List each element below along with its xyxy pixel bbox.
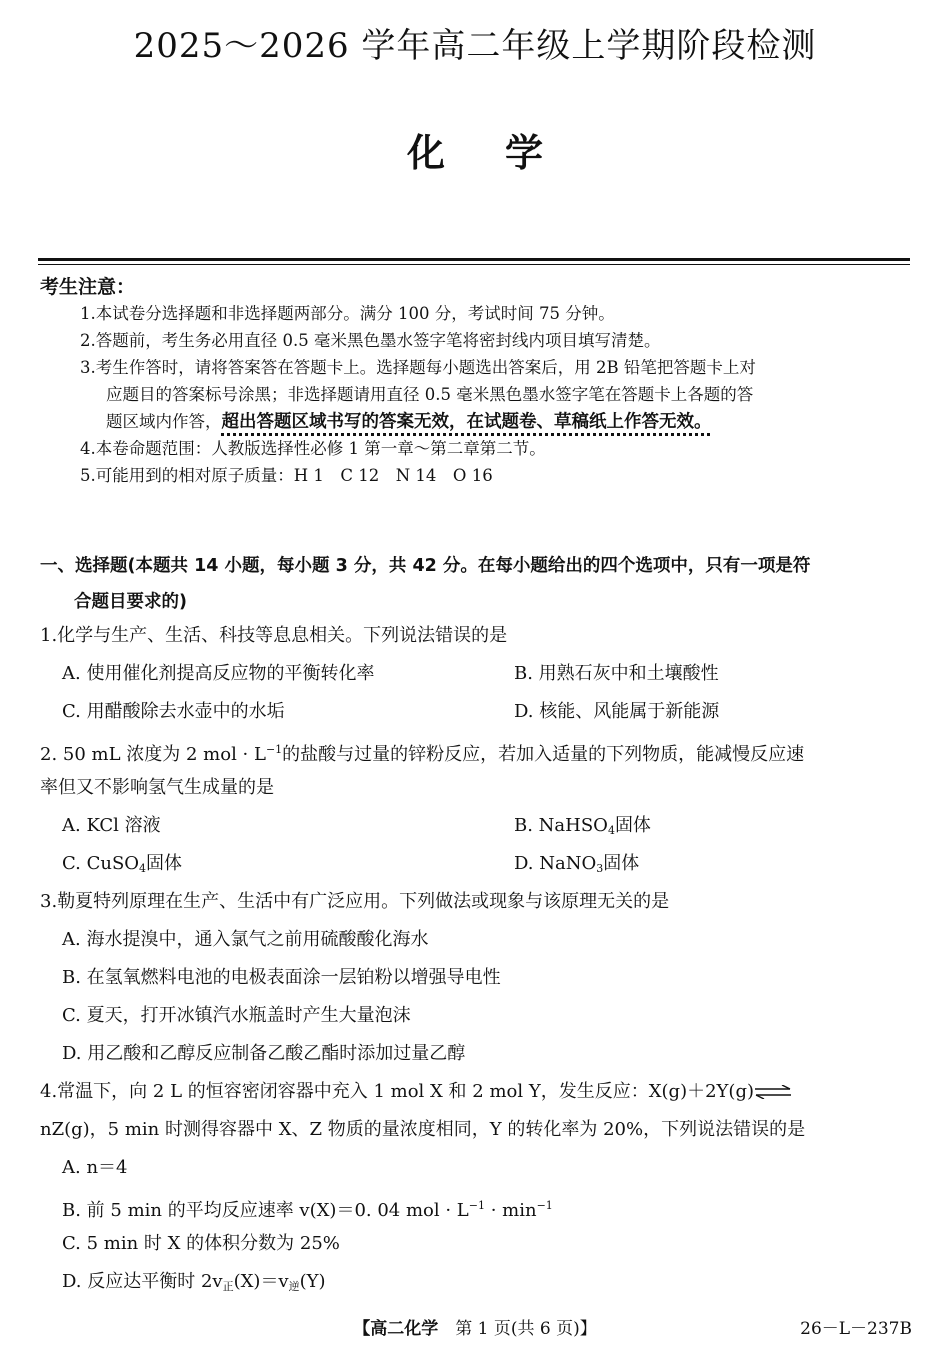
option-text: 固体 (146, 853, 183, 874)
question-stem: 1.化学与生产、生活、科技等息息相关。下列说法错误的是 (40, 625, 508, 646)
option-text: 固体 (614, 815, 651, 836)
stem-text: 的盐酸与过量的锌粉反应，若加入适量的下列物质，能减慢反应速 (282, 744, 805, 765)
page-footer (0, 1314, 950, 1342)
option-text: · min (484, 1200, 537, 1221)
option-row (40, 693, 912, 731)
section-heading (40, 548, 912, 620)
option-text: (X)＝v (233, 1271, 289, 1292)
option-a: A. KCl 溶液 (62, 815, 161, 836)
question-2 (40, 731, 912, 883)
superscript: −1 (265, 743, 283, 756)
notice-item: 3.考生作答时，请将答案答在答题卡上。选择题每小题选出答案后，用 2B 铅笔把答题卡上对 (80, 358, 756, 377)
option-row (40, 845, 912, 883)
stem-text: 4.常温下，向 2 L 的恒容密闭容器中充入 1 mol X 和 2 mol Y，发生反应：X(g)＋2Y(g) (40, 1081, 755, 1102)
notice-heading: 考生注意： (40, 276, 136, 298)
question-3 (40, 883, 912, 1073)
subject-title: 化学 (406, 131, 603, 175)
section-heading-line: 一、选择题(本题共 14 小题，每小题 3 分，共 42 分。在每小题给出的四个选项中，只有一项是符 (40, 556, 811, 576)
subscript: 4 (607, 824, 615, 837)
header-rule-thin (38, 264, 910, 265)
header-rule-thick (38, 258, 910, 261)
option-b (40, 1187, 912, 1225)
subscript: 4 (139, 862, 147, 875)
notice-item-cont-text: 题区域内作答， (106, 412, 222, 431)
notice-item: 1.本试卷分选择题和非选择题两部分。满分 100 分，考试时间 75 分钟。 (80, 304, 615, 323)
exam-title: 2025～2026 学年高二年级上学期阶段检测 (133, 26, 817, 66)
option-d (514, 845, 639, 883)
option-row (40, 655, 912, 693)
option-c: C. 夏天，打开冰镇汽水瓶盖时产生大量泡沫 (62, 1005, 411, 1026)
option-b: B. 用熟石灰中和土壤酸性 (514, 663, 719, 684)
subscript: 逆 (288, 1280, 300, 1293)
option-text: 固体 (603, 853, 640, 874)
option-a: A. 海水提溴中，通入氯气之前用硫酸酸化海水 (62, 929, 429, 950)
equilibrium-arrow-icon (754, 1085, 792, 1099)
question-stem-cont: nZ(g)，5 min 时测得容器中 X、Z 物质的量浓度相同，Y 的转化率为 20%，下列说法错误的是 (40, 1119, 806, 1140)
superscript: −1 (468, 1199, 485, 1212)
option-text: (Y) (299, 1271, 326, 1292)
question-4 (40, 1073, 912, 1301)
notice-item-cont (80, 408, 912, 435)
option-row (40, 807, 912, 845)
notice-item: 2.答题前，考生务必用直径 0.5 毫米黑色墨水签字笔将密封线内项目填写清楚。 (80, 331, 661, 350)
option-a: A. 使用催化剂提高反应物的平衡转化率 (62, 663, 375, 684)
option-c: C. 5 min 时 X 的体积分数为 25% (62, 1233, 340, 1254)
option-d: D. 核能、风能属于新能源 (514, 701, 720, 722)
question-stem: 3.勒夏特列原理在生产、生活中有广泛应用。下列做法或现象与该原理无关的是 (40, 891, 670, 912)
question-stem (40, 1073, 912, 1111)
notice-item-cont: 应题目的答案标号涂黑；非选择题请用直径 0.5 毫米黑色墨水签字笔在答题卡上各题的答 (106, 385, 754, 404)
option-c: C. 用醋酸除去水壶中的水垢 (62, 701, 285, 722)
option-b: B. 在氢氧燃料电池的电极表面涂一层铂粉以增强导电性 (62, 967, 501, 988)
notice-item: 4.本卷命题范围：人教版选择性必修 1 第一章～第二章第二节。 (80, 439, 546, 458)
option-d (40, 1263, 912, 1301)
notice-list (80, 300, 912, 489)
section-heading-line: 合题目要求的) (74, 592, 187, 612)
question-1 (40, 617, 912, 731)
question-stem (40, 731, 912, 769)
option-b (514, 807, 651, 845)
footer-page-number: 第 1 页(共 6 页)】 (455, 1319, 597, 1339)
option-text: D. NaNO (514, 853, 597, 874)
option-text: C. CuSO (62, 853, 140, 874)
option-c (40, 845, 514, 883)
option-text: B. 前 5 min 的平均反应速率 v(X)＝0. 04 mol · L (62, 1200, 469, 1221)
footer-code: 26－L－237B (800, 1319, 912, 1339)
notice-item: 5.可能用到的相对原子质量：H 1 C 12 N 14 O 16 (80, 466, 493, 485)
notice-emphasis: 超出答题区域书写的答案无效，在试题卷、草稿纸上作答无效。 (221, 412, 712, 432)
option-text: B. NaHSO (514, 815, 608, 836)
option-a: A. n＝4 (62, 1157, 128, 1178)
stem-text: 2. 50 mL 浓度为 2 mol · L (40, 744, 266, 765)
option-d: D. 用乙酸和乙醇反应制备乙酸乙酯时添加过量乙醇 (62, 1043, 466, 1064)
footer-course: 【高二化学 (353, 1319, 439, 1339)
question-stem-cont: 率但又不影响氢气生成量的是 (40, 777, 274, 798)
option-text: D. 反应达平衡时 2v (62, 1271, 223, 1292)
subscript: 正 (222, 1280, 234, 1293)
superscript: −1 (536, 1199, 553, 1212)
subscript: 3 (596, 862, 604, 875)
